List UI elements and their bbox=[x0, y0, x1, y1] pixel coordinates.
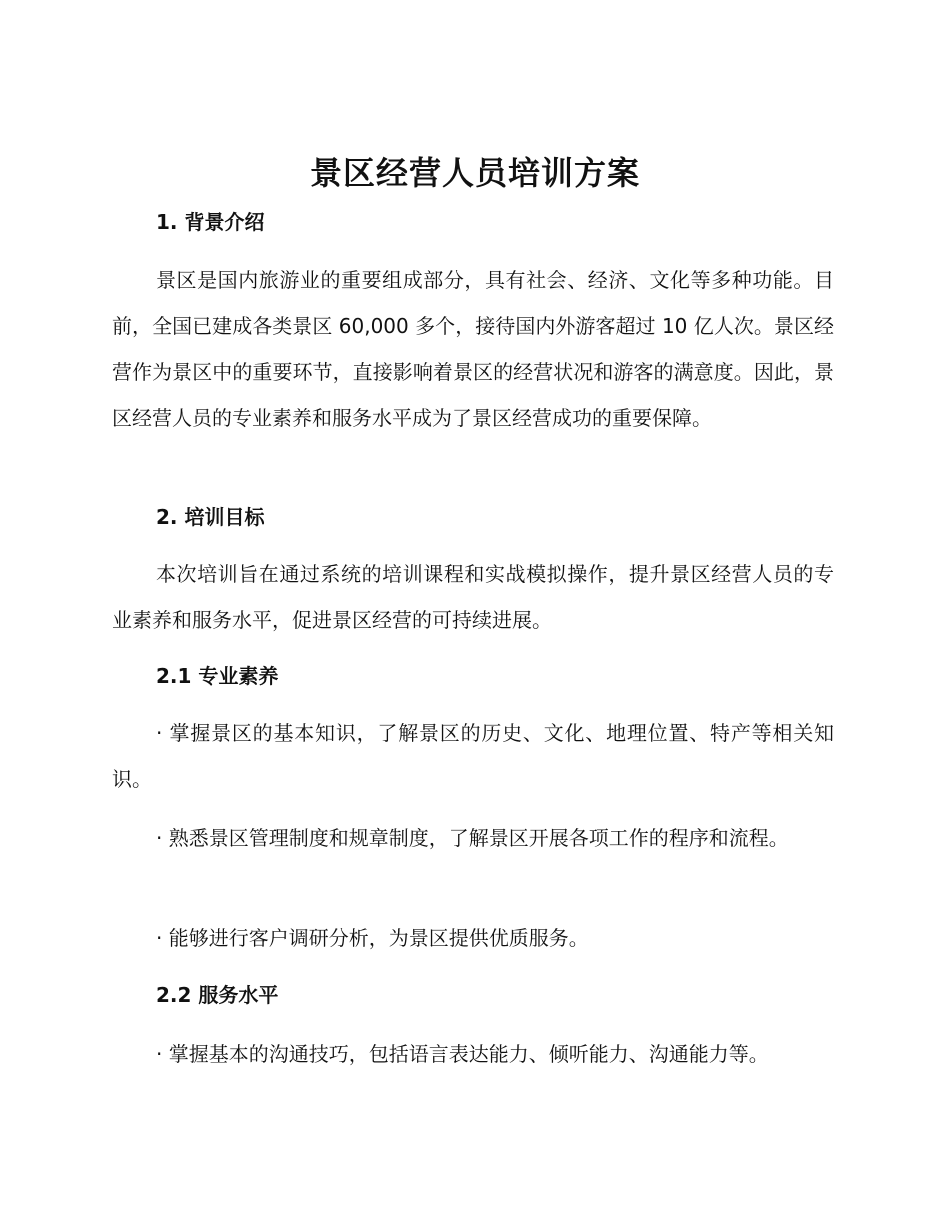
paragraph-goals: 本次培训旨在通过系统的培训课程和实战模拟操作，提升景区经营人员的专业素养和服务水平，促进景区经营的可持续进展。 bbox=[112, 562, 834, 632]
bullet-item: · 掌握基本的沟通技巧，包括语言表达能力、倾听能力、沟通能力等。 bbox=[156, 1042, 769, 1066]
bullet-item: · 能够进行客户调研分析，为景区提供优质服务。 bbox=[156, 926, 589, 950]
section-heading-service-level: 2.2 服务水平 bbox=[156, 983, 279, 1007]
bullet-item: · 掌握景区的基本知识，了解景区的历史、文化、地理位置、特产等相关知识。 bbox=[112, 721, 834, 791]
section-heading-goals: 2. 培训目标 bbox=[156, 505, 265, 529]
document-title: 景区经营人员培训方案 bbox=[309, 154, 640, 192]
bullet-item: · 熟悉景区管理制度和规章制度，了解景区开展各项工作的程序和流程。 bbox=[156, 826, 789, 850]
paragraph-background: 景区是国内旅游业的重要组成部分，具有社会、经济、文化等多种功能。目前，全国已建成各类景区 60,000 多个，接待国内外游客超过 10 亿人次。景区经营作为景区中的重要环节，直接影响着景区的经营状况和游客的满意度。因此，景区经营人员的专业素养和服务水平成为了景区经营成功的重要保障。 bbox=[112, 268, 834, 430]
section-heading-professional-quality: 2.1 专业素养 bbox=[156, 664, 279, 688]
section-heading-background: 1. 背景介绍 bbox=[156, 210, 265, 234]
